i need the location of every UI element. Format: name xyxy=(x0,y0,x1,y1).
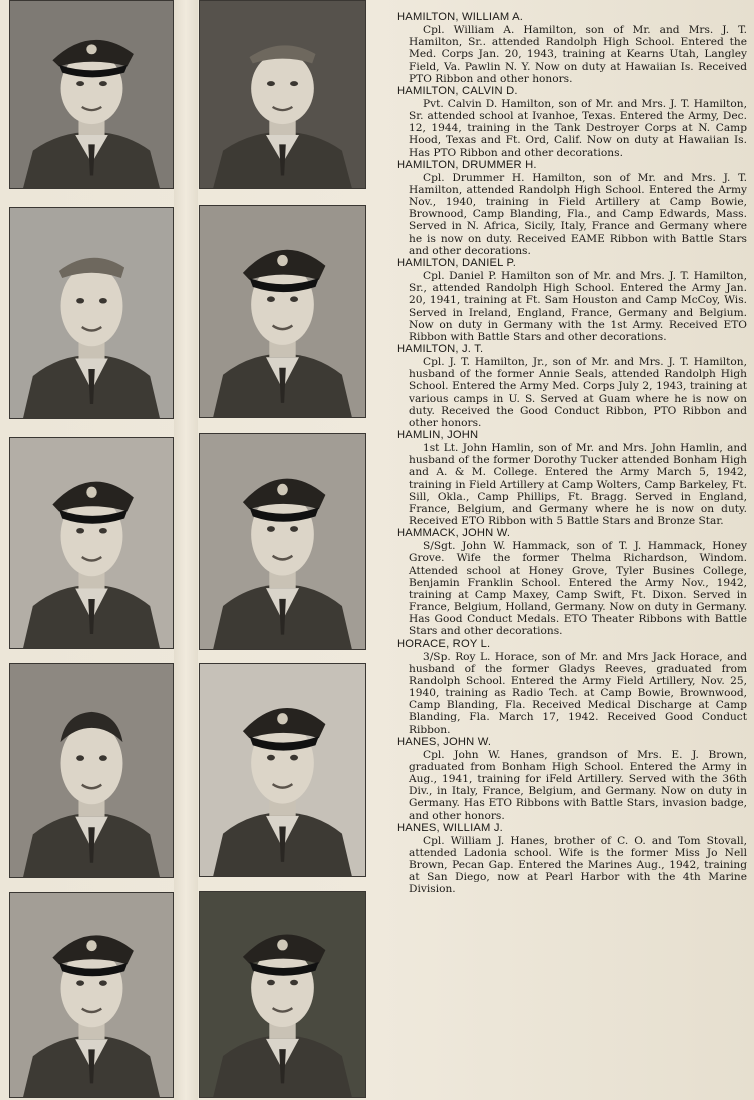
right-eye xyxy=(290,296,298,302)
soldier-bio: Cpl. Drummer H. Hamilton, son of Mr. and Mrs. J. T. Hamilton, attended Randolph High School. Entered the Army Nov., 1940, training in Field Artillery at Camp Bowie, Brownood, Camp Blanding, Fla., and Camp Edwards, Mass. Served in N. Africa, Sicily, Italy, France and Germany where he is now on duty. Received EAME Ribbon with Battle Stars and other decorations. xyxy=(409,171,747,257)
left-eye xyxy=(76,755,84,761)
soldier-bio: Pvt. Calvin D. Hamilton, son of Mr. and Mrs. J. T. Hamilton, Sr. attended school at Ivanhoe, Texas. Entered the Army, Dec. 12, 1944, training in the Tank Destroyer Corps at N. Camp Hood, Texas and Ft. Ord, Calif. Now on duty at Hawaiian Is. Has PTO Ribbon and other decorations. xyxy=(409,97,747,159)
cap-insignia xyxy=(86,940,96,951)
soldier-bio: Cpl. J. T. Hamilton, Jr., son of Mr. and Mrs. J. T. Hamilton, husband of the former Annie Seals, attended Randolph High School. Entered the Army Med. Corps July 2, 1943, training at various camps in U. S. Served at Guam where he is now on duty. Received the Good Conduct Ribbon, PTO Ribbon and other honors. xyxy=(409,356,747,429)
portrait-photo xyxy=(9,437,174,649)
soldier-bio: Cpl. William J. Hanes, brother of C. O. and Tom Stovall, attended Ladonia school. Wife is the former Miss Jo Nell Brown, Pecan Gap. Entered the Marines Aug., 1942, training at San Diego, now at Pearl Harbor with the 4th Marine Division. xyxy=(409,834,747,896)
face xyxy=(61,266,123,347)
soldier-bio: Cpl. William A. Hamilton, son of Mr. and Mrs. J. T. Hamilton, Sr.. attended Randolph High School. Entered the Med. Corps Jan. 20, 1943, training at Kearns Utah, Langley Field, Va. Pawlin N. Y. Now on duty at Hawaiian Is. Received PTO Ribbon and other honors. xyxy=(409,24,747,85)
bio-entry xyxy=(397,736,747,822)
soldier-bio: 3/Sp. Roy L. Horace, son of Mr. and Mrs Jack Horace, and husband of the former Gladys Reeves, graduated from Randolph School. Entered the Army Field Artillery, Nov. 25, 1940, training as Radio Tech. at Camp Bowie, Brownwood, Camp Blanding, Fla. Received Medical Discharge at Camp Blanding, Fla. March 17, 1942. Received Good Conduct Ribbon. xyxy=(409,650,747,736)
portrait-image xyxy=(200,1,365,188)
portrait-photo xyxy=(199,205,366,418)
biography-column xyxy=(397,11,747,1093)
left-eye xyxy=(267,81,275,86)
portrait-image xyxy=(200,892,365,1097)
cap-insignia xyxy=(86,44,96,54)
bio-entry xyxy=(397,159,747,257)
portrait-image xyxy=(200,434,365,649)
left-eye xyxy=(267,755,275,761)
portrait-image xyxy=(200,206,365,417)
right-eye xyxy=(290,980,298,985)
cap-insignia xyxy=(277,484,288,495)
soldier-name: HORACE, ROY L. xyxy=(397,637,491,650)
left-eye xyxy=(267,980,275,985)
right-eye xyxy=(290,81,298,86)
left-eye xyxy=(267,526,275,532)
bio-entry xyxy=(397,85,747,159)
soldier-bio: S/Sgt. John W. Hammack, son of T. J. Hammack, Honey Grove. Wife the former Thelma Richardson, Windom. Attended school at Honey Grove, Tyler Busines College, Benjamin Franklin School. Entered the Army Nov., 1942, training at Camp Maxey, Camp Swift, Ft. Dixon. Served in France, Belgium, Holland, Germany. Now on duty in Germany. Has Good Conduct Medals. ETO Theater Ribbons with Battle Stars and other decorations. xyxy=(409,540,747,638)
soldier-name: HAMILTON, DANIEL P. xyxy=(397,256,517,269)
soldier-bio: Cpl. Daniel P. Hamilton son of Mr. and Mrs. J. T. Hamilton, Sr., attended Randolph High School. Entered the Army Jan. 20, 1941, training at Ft. Sam Houston and Camp McCoy, Wis. Served in Ireland, England, France, Germany and Belgium. Now on duty in Germany with the 1st Army. Received ETO Ribbon with Battle Stars and other decorations. xyxy=(409,270,747,343)
left-eye xyxy=(76,81,84,86)
portrait-image xyxy=(200,664,365,876)
soldier-name: HAMMACK, JOHN W. xyxy=(397,527,511,540)
portrait-photo xyxy=(199,663,366,877)
cap-insignia xyxy=(277,713,288,724)
right-eye xyxy=(99,81,107,86)
portrait-photo xyxy=(9,207,174,419)
cap-insignia xyxy=(86,487,96,498)
soldier-name: HAMILTON, J. T. xyxy=(397,342,484,355)
soldier-name: HANES, JOHN W. xyxy=(397,735,492,748)
portrait-image xyxy=(10,1,173,188)
bio-entry xyxy=(397,822,747,896)
soldier-name: HANES, WILLIAM J. xyxy=(397,821,503,834)
right-eye xyxy=(290,755,298,761)
portrait-photo xyxy=(9,0,174,189)
left-eye xyxy=(267,296,275,302)
portrait-image xyxy=(10,664,173,877)
soldier-name: HAMLIN, JOHN xyxy=(397,429,479,441)
bio-entry xyxy=(397,638,747,736)
right-eye xyxy=(99,298,107,304)
cap-insignia xyxy=(277,939,288,950)
soldier-name: HAMILTON, WILLIAM A. xyxy=(397,11,524,23)
right-eye xyxy=(99,980,107,985)
cap-insignia xyxy=(277,255,288,266)
right-eye xyxy=(99,755,107,761)
left-eye xyxy=(76,528,84,534)
face xyxy=(61,723,123,805)
bio-entry xyxy=(397,343,747,429)
left-eye xyxy=(76,298,84,304)
right-eye xyxy=(99,528,107,534)
bio-entry xyxy=(397,257,747,343)
bio-entry xyxy=(397,11,747,85)
portrait-photo xyxy=(9,892,174,1098)
portrait-image xyxy=(10,208,173,418)
portrait-image xyxy=(10,893,173,1097)
portrait-photo xyxy=(199,891,366,1098)
bio-entry xyxy=(397,527,747,637)
left-eye xyxy=(76,980,84,985)
soldier-name: HAMILTON, DRUMMER H. xyxy=(397,158,537,171)
soldier-bio: 1st Lt. John Hamlin, son of Mr. and Mrs. John Hamlin, and husband of the former Dorothy Tucker attended Bonham High and A. & M. College. Entered the Army March 5, 1942, training in Field Artillery at Camp Wolters, Camp Barkeley, Ft. Sill, Okla., Camp Phillips, Ft. Bragg. Served in England, France, Belgium, and Germany where he is now on duty. Received ETO Ribbon with 5 Battle Stars and Bronze Star. xyxy=(409,442,747,528)
soldier-bio: Cpl. John W. Hanes, grandson of Mrs. E. J. Brown, graduated from Bonham High School. Entered the Army in Aug., 1941, training for iFeld Artillery. Served with the 36th Div., in Italy, France, Belgium, and Germany. Now on duty in Germany. Has ETO Ribbons with Battle Stars, invasion badge, and other honors. xyxy=(409,748,747,822)
soldier-name: HAMILTON, CALVIN D. xyxy=(397,84,518,97)
portrait-photo xyxy=(199,433,366,650)
portrait-photo xyxy=(9,663,174,878)
portrait-photo xyxy=(199,0,366,189)
bio-entry xyxy=(397,429,747,527)
face xyxy=(251,52,314,124)
portrait-image xyxy=(10,438,173,648)
page-gutter xyxy=(174,0,198,1100)
right-eye xyxy=(290,526,298,532)
